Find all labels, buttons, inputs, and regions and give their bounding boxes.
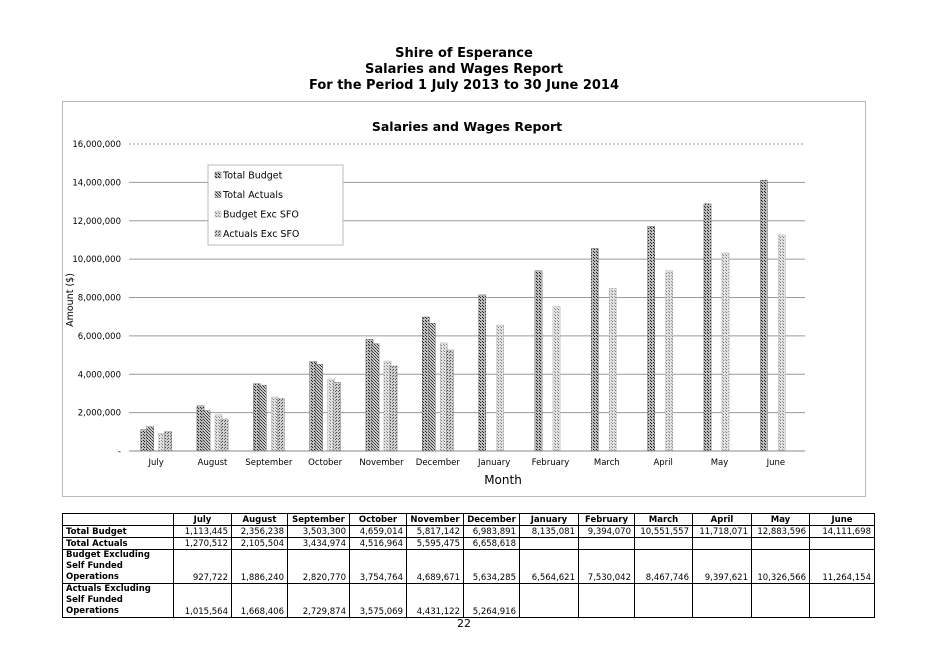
table-cell: 5,595,475 — [407, 538, 464, 550]
table-cell: 1,113,445 — [174, 526, 232, 538]
legend-marker — [215, 192, 221, 198]
x-tick-labels — [148, 458, 786, 468]
y-axis-label: Amount ($) — [65, 273, 76, 327]
table-cell: 2,356,238 — [232, 526, 288, 538]
bar-budget-exc-sfo — [778, 235, 785, 451]
bar-total-budget — [648, 226, 655, 451]
x-tick-label: July — [148, 458, 164, 468]
x-tick-label: May — [710, 458, 729, 468]
table-cell: 4,431,122 — [407, 584, 464, 618]
y-tick-label: 10,000,000 — [72, 255, 121, 266]
table-cell: 1,270,512 — [174, 538, 232, 550]
table-header-cell: February — [579, 514, 635, 526]
table-cell — [635, 538, 693, 550]
bar-total-actuals — [147, 427, 154, 451]
table-cell — [520, 538, 579, 550]
table-cell: 5,264,916 — [464, 584, 520, 618]
table-cell: 12,883,596 — [752, 526, 810, 538]
table-header-cell: September — [288, 514, 350, 526]
table-cell: 1,015,564 — [174, 584, 232, 618]
table-header-cell: December — [464, 514, 520, 526]
table-cell: 9,394,070 — [579, 526, 635, 538]
table-cell — [693, 584, 752, 618]
table-cell: 2,820,770 — [288, 550, 350, 584]
bar-actuals-exc-sfo — [165, 432, 172, 452]
table-cell: 5,634,285 — [464, 550, 520, 584]
bar-budget-exc-sfo — [666, 271, 673, 451]
table-header-cell: June — [810, 514, 875, 526]
table-header-row — [63, 514, 875, 526]
table-header-cell: October — [350, 514, 407, 526]
table-cell: 4,659,014 — [350, 526, 407, 538]
bar-budget-exc-sfo — [722, 253, 729, 451]
legend-label: Total Budget — [223, 170, 283, 182]
table-cell: 1,668,406 — [232, 584, 288, 618]
bar-actuals-exc-sfo — [390, 366, 397, 451]
table-header-cell: November — [407, 514, 464, 526]
table-cell: 11,264,154 — [810, 550, 875, 584]
table-cell: 927,722 — [174, 550, 232, 584]
table-header-cell: August — [232, 514, 288, 526]
table-cell: 7,530,042 — [579, 550, 635, 584]
bar-actuals-exc-sfo — [221, 419, 228, 451]
table-cell: 14,111,698 — [810, 526, 875, 538]
table-cell: 8,135,081 — [520, 526, 579, 538]
table-cell: 11,718,071 — [693, 526, 752, 538]
legend-label: Budget Exc SFO — [223, 209, 299, 221]
table-cell — [810, 538, 875, 550]
report-title-line1: Shire of Esperance — [395, 46, 533, 61]
table-cell — [635, 584, 693, 618]
y-tick-label: 16,000,000 — [72, 140, 121, 150]
table-cell: 3,503,300 — [288, 526, 350, 538]
table-cell: 4,689,671 — [407, 550, 464, 584]
x-tick-label: March — [593, 458, 620, 468]
bar-total-actuals — [316, 364, 323, 451]
table-header-cell: July — [174, 514, 232, 526]
table-cell: 10,326,566 — [752, 550, 810, 584]
bar-budget-exc-sfo — [497, 325, 504, 451]
table-cell: 3,575,069 — [350, 584, 407, 618]
table-row-label: Actuals Excluding Self Funded Operations — [63, 584, 174, 618]
bar-total-actuals — [372, 344, 379, 451]
legend-marker — [215, 211, 221, 217]
table-cell: 5,817,142 — [407, 526, 464, 538]
page-number: 22 — [457, 617, 471, 630]
x-tick-label: November — [359, 458, 404, 468]
table-cell: 4,516,964 — [350, 538, 407, 550]
table-row — [63, 584, 875, 618]
x-tick-label: October — [308, 458, 343, 468]
y-tick-label: - — [117, 447, 121, 457]
bar-total-actuals — [203, 411, 210, 451]
table-row-label: Total Actuals — [63, 538, 174, 550]
table-cell — [693, 538, 752, 550]
legend-marker — [215, 231, 221, 237]
table-cell: 3,754,764 — [350, 550, 407, 584]
x-tick-label: February — [531, 458, 570, 468]
table-header-cell: May — [752, 514, 810, 526]
table-cell — [752, 538, 810, 550]
bar-total-actuals — [428, 323, 435, 451]
x-tick-label: August — [197, 458, 228, 468]
table-header-cell: March — [635, 514, 693, 526]
bar-total-budget — [704, 204, 711, 451]
chart-legend — [208, 165, 343, 245]
table-cell: 8,467,746 — [635, 550, 693, 584]
legend-label: Actuals Exc SFO — [223, 229, 300, 240]
table-corner-cell — [63, 514, 174, 526]
table-cell — [579, 538, 635, 550]
bar-total-budget — [591, 249, 598, 452]
bar-budget-exc-sfo — [609, 289, 616, 452]
table-cell: 2,105,504 — [232, 538, 288, 550]
table-row — [63, 526, 875, 538]
report-title-line2: Salaries and Wages Report — [365, 62, 563, 77]
table-cell: 6,983,891 — [464, 526, 520, 538]
y-tick-labels — [72, 140, 121, 457]
chart-frame — [62, 101, 866, 497]
y-tick-label: 6,000,000 — [77, 331, 121, 342]
table-cell — [579, 584, 635, 618]
table-row-label: Total Budget — [63, 526, 174, 538]
table-cell: 6,658,618 — [464, 538, 520, 550]
table-cell: 3,434,974 — [288, 538, 350, 550]
y-tick-label: 14,000,000 — [72, 178, 121, 189]
bar-actuals-exc-sfo — [446, 350, 453, 451]
table-cell — [752, 584, 810, 618]
bar-actuals-exc-sfo — [277, 399, 284, 451]
bar-total-actuals — [259, 385, 266, 451]
table-cell: 1,886,240 — [232, 550, 288, 584]
table-cell: 6,564,621 — [520, 550, 579, 584]
x-tick-label: December — [415, 458, 460, 468]
table-header-cell: January — [520, 514, 579, 526]
table-cell: 9,397,621 — [693, 550, 752, 584]
bar-budget-exc-sfo — [553, 307, 560, 452]
legend-marker — [215, 172, 221, 178]
table-cell: 10,551,557 — [635, 526, 693, 538]
bar-total-budget — [535, 271, 542, 451]
y-tick-label: 4,000,000 — [77, 370, 121, 381]
x-axis-label: Month — [484, 473, 522, 487]
table-row-label: Budget Excluding Self Funded Operations — [63, 550, 174, 584]
x-tick-label: September — [245, 458, 293, 468]
legend-label: Total Actuals — [223, 190, 283, 201]
salaries-data-table — [62, 513, 875, 618]
y-tick-label: 8,000,000 — [77, 293, 121, 304]
x-tick-label: April — [653, 458, 673, 468]
table-header-cell: April — [693, 514, 752, 526]
y-tick-label: 2,000,000 — [77, 408, 121, 419]
x-tick-label: January — [478, 458, 511, 468]
table-cell — [520, 584, 579, 618]
bar-actuals-exc-sfo — [334, 382, 341, 451]
table-row — [63, 538, 875, 550]
table-cell: 2,729,874 — [288, 584, 350, 618]
x-tick-label: June — [766, 458, 786, 468]
salaries-chart — [63, 102, 865, 496]
chart-title: Salaries and Wages Report — [371, 119, 563, 134]
bar-total-budget — [760, 180, 767, 451]
y-tick-label: 12,000,000 — [72, 216, 121, 227]
table-row — [63, 550, 875, 584]
report-title-line3: For the Period 1 July 2013 to 30 June 2014 — [309, 78, 619, 93]
bar-total-budget — [479, 295, 486, 451]
table-cell — [810, 584, 875, 618]
